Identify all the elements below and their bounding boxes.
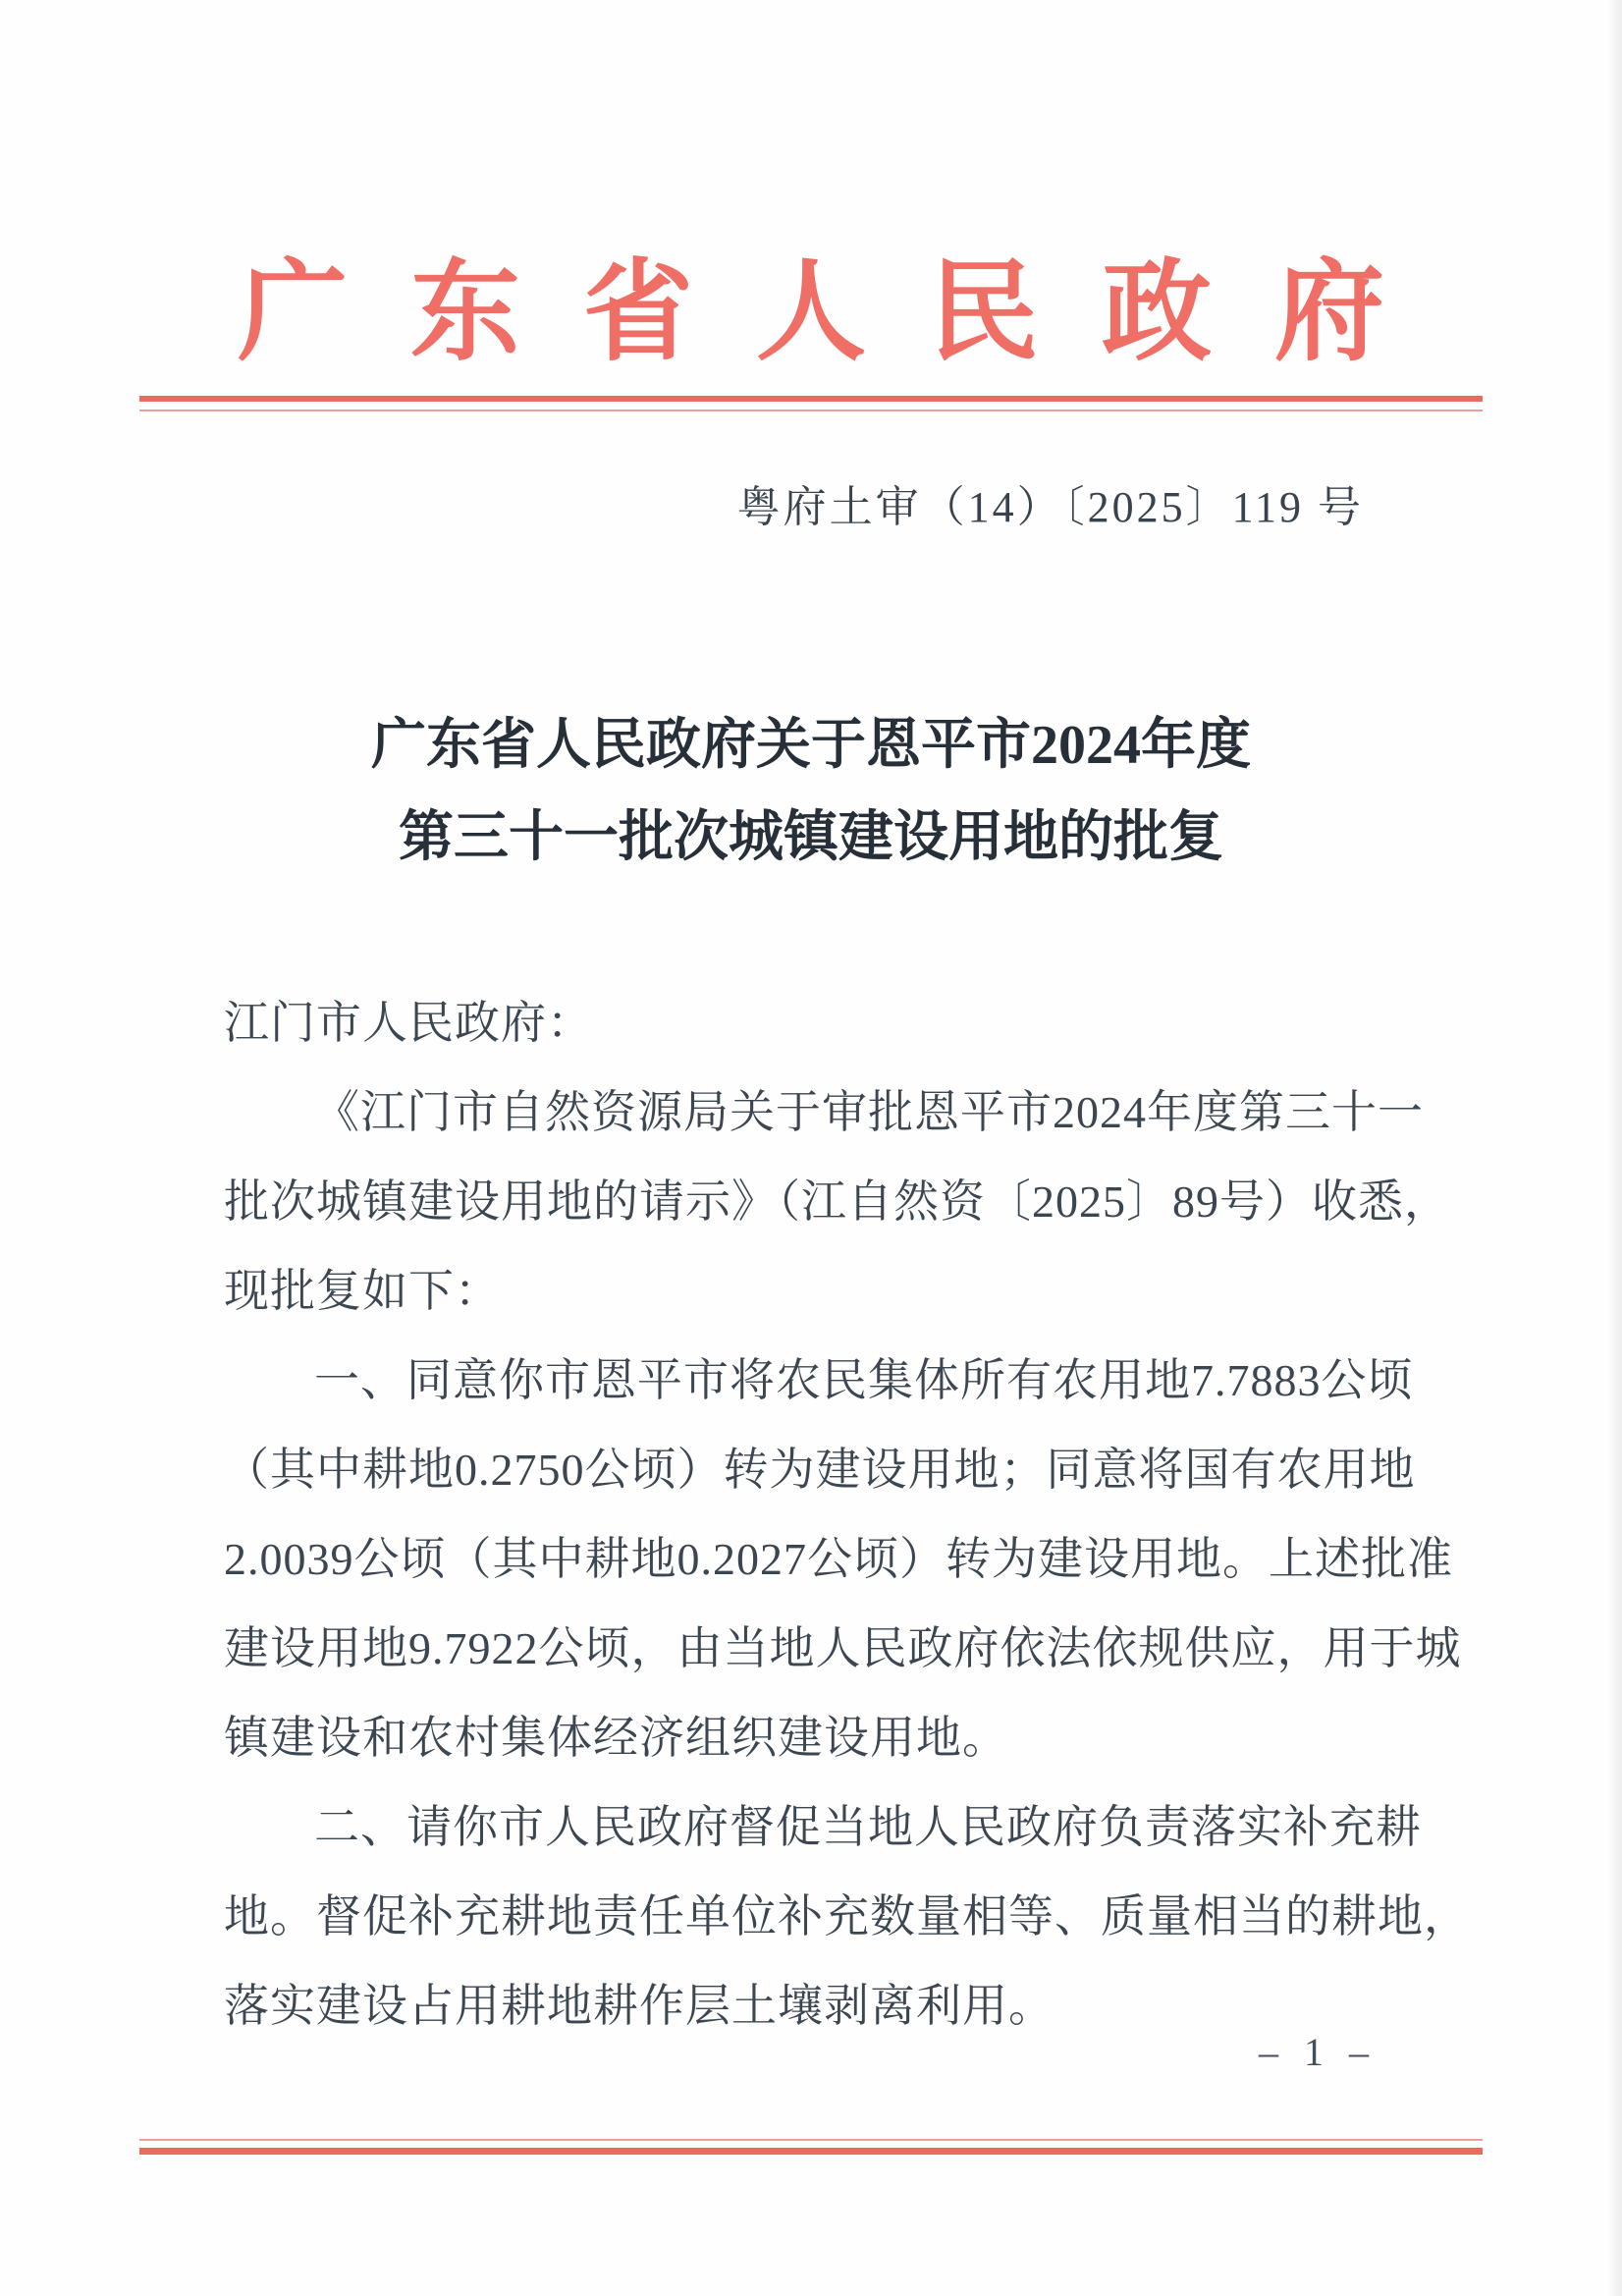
document-title-line-2: 第三十一批次城镇建设用地的批复 — [399, 807, 1223, 868]
agency-header: 广东省人民政府 — [238, 252, 1447, 374]
body-line: 地。督促补充耕地责任单位补充数量相等、质量相当的耕地， — [224, 1891, 1470, 1941]
body-line: 一、同意你市恩平市将农民集体所有农用地7.7883公顷 — [314, 1355, 1414, 1405]
body-line: 2.0039公顷（其中耕地0.2027公顷）转为建设用地。上述批准 — [224, 1534, 1453, 1584]
footer-rule-thin — [139, 2139, 1483, 2141]
header-rule-thick — [139, 396, 1483, 402]
body-line-salutation: 江门市人民政府： — [224, 998, 593, 1048]
body-line: 落实建设占用耕地耕作层土壤剥离利用。 — [224, 1981, 1054, 2031]
document-number: 粤府土审（14）〔2025〕119 号 — [736, 483, 1364, 531]
body-line: （其中耕地0.2750公顷）转为建设用地；同意将国有农用地 — [224, 1445, 1416, 1495]
body-line: 现批复如下： — [224, 1266, 501, 1316]
body-line: 批次城镇建设用地的请示》（江自然资〔2025〕89号）收悉， — [224, 1176, 1450, 1227]
footer-rule-thick — [139, 2148, 1483, 2155]
body-line: 《江门市自然资源局关于审批恩平市2024年度第三十一 — [314, 1087, 1424, 1137]
body-line: 建设用地9.7922公顷，由当地人民政府依法依规供应，用于城 — [224, 1623, 1462, 1673]
body-line: 二、请你市人民政府督促当地人民政府负责落实补充耕 — [314, 1802, 1422, 1852]
document-title-line-1: 广东省人民政府关于恩平市2024年度 — [371, 715, 1251, 776]
body-line: 镇建设和农村集体经济组织建设用地。 — [224, 1713, 1008, 1763]
page-number: – 1 – — [1259, 2030, 1377, 2074]
document-title — [0, 699, 1622, 884]
header-rule-thin — [139, 410, 1483, 411]
document-body — [224, 978, 1500, 2050]
